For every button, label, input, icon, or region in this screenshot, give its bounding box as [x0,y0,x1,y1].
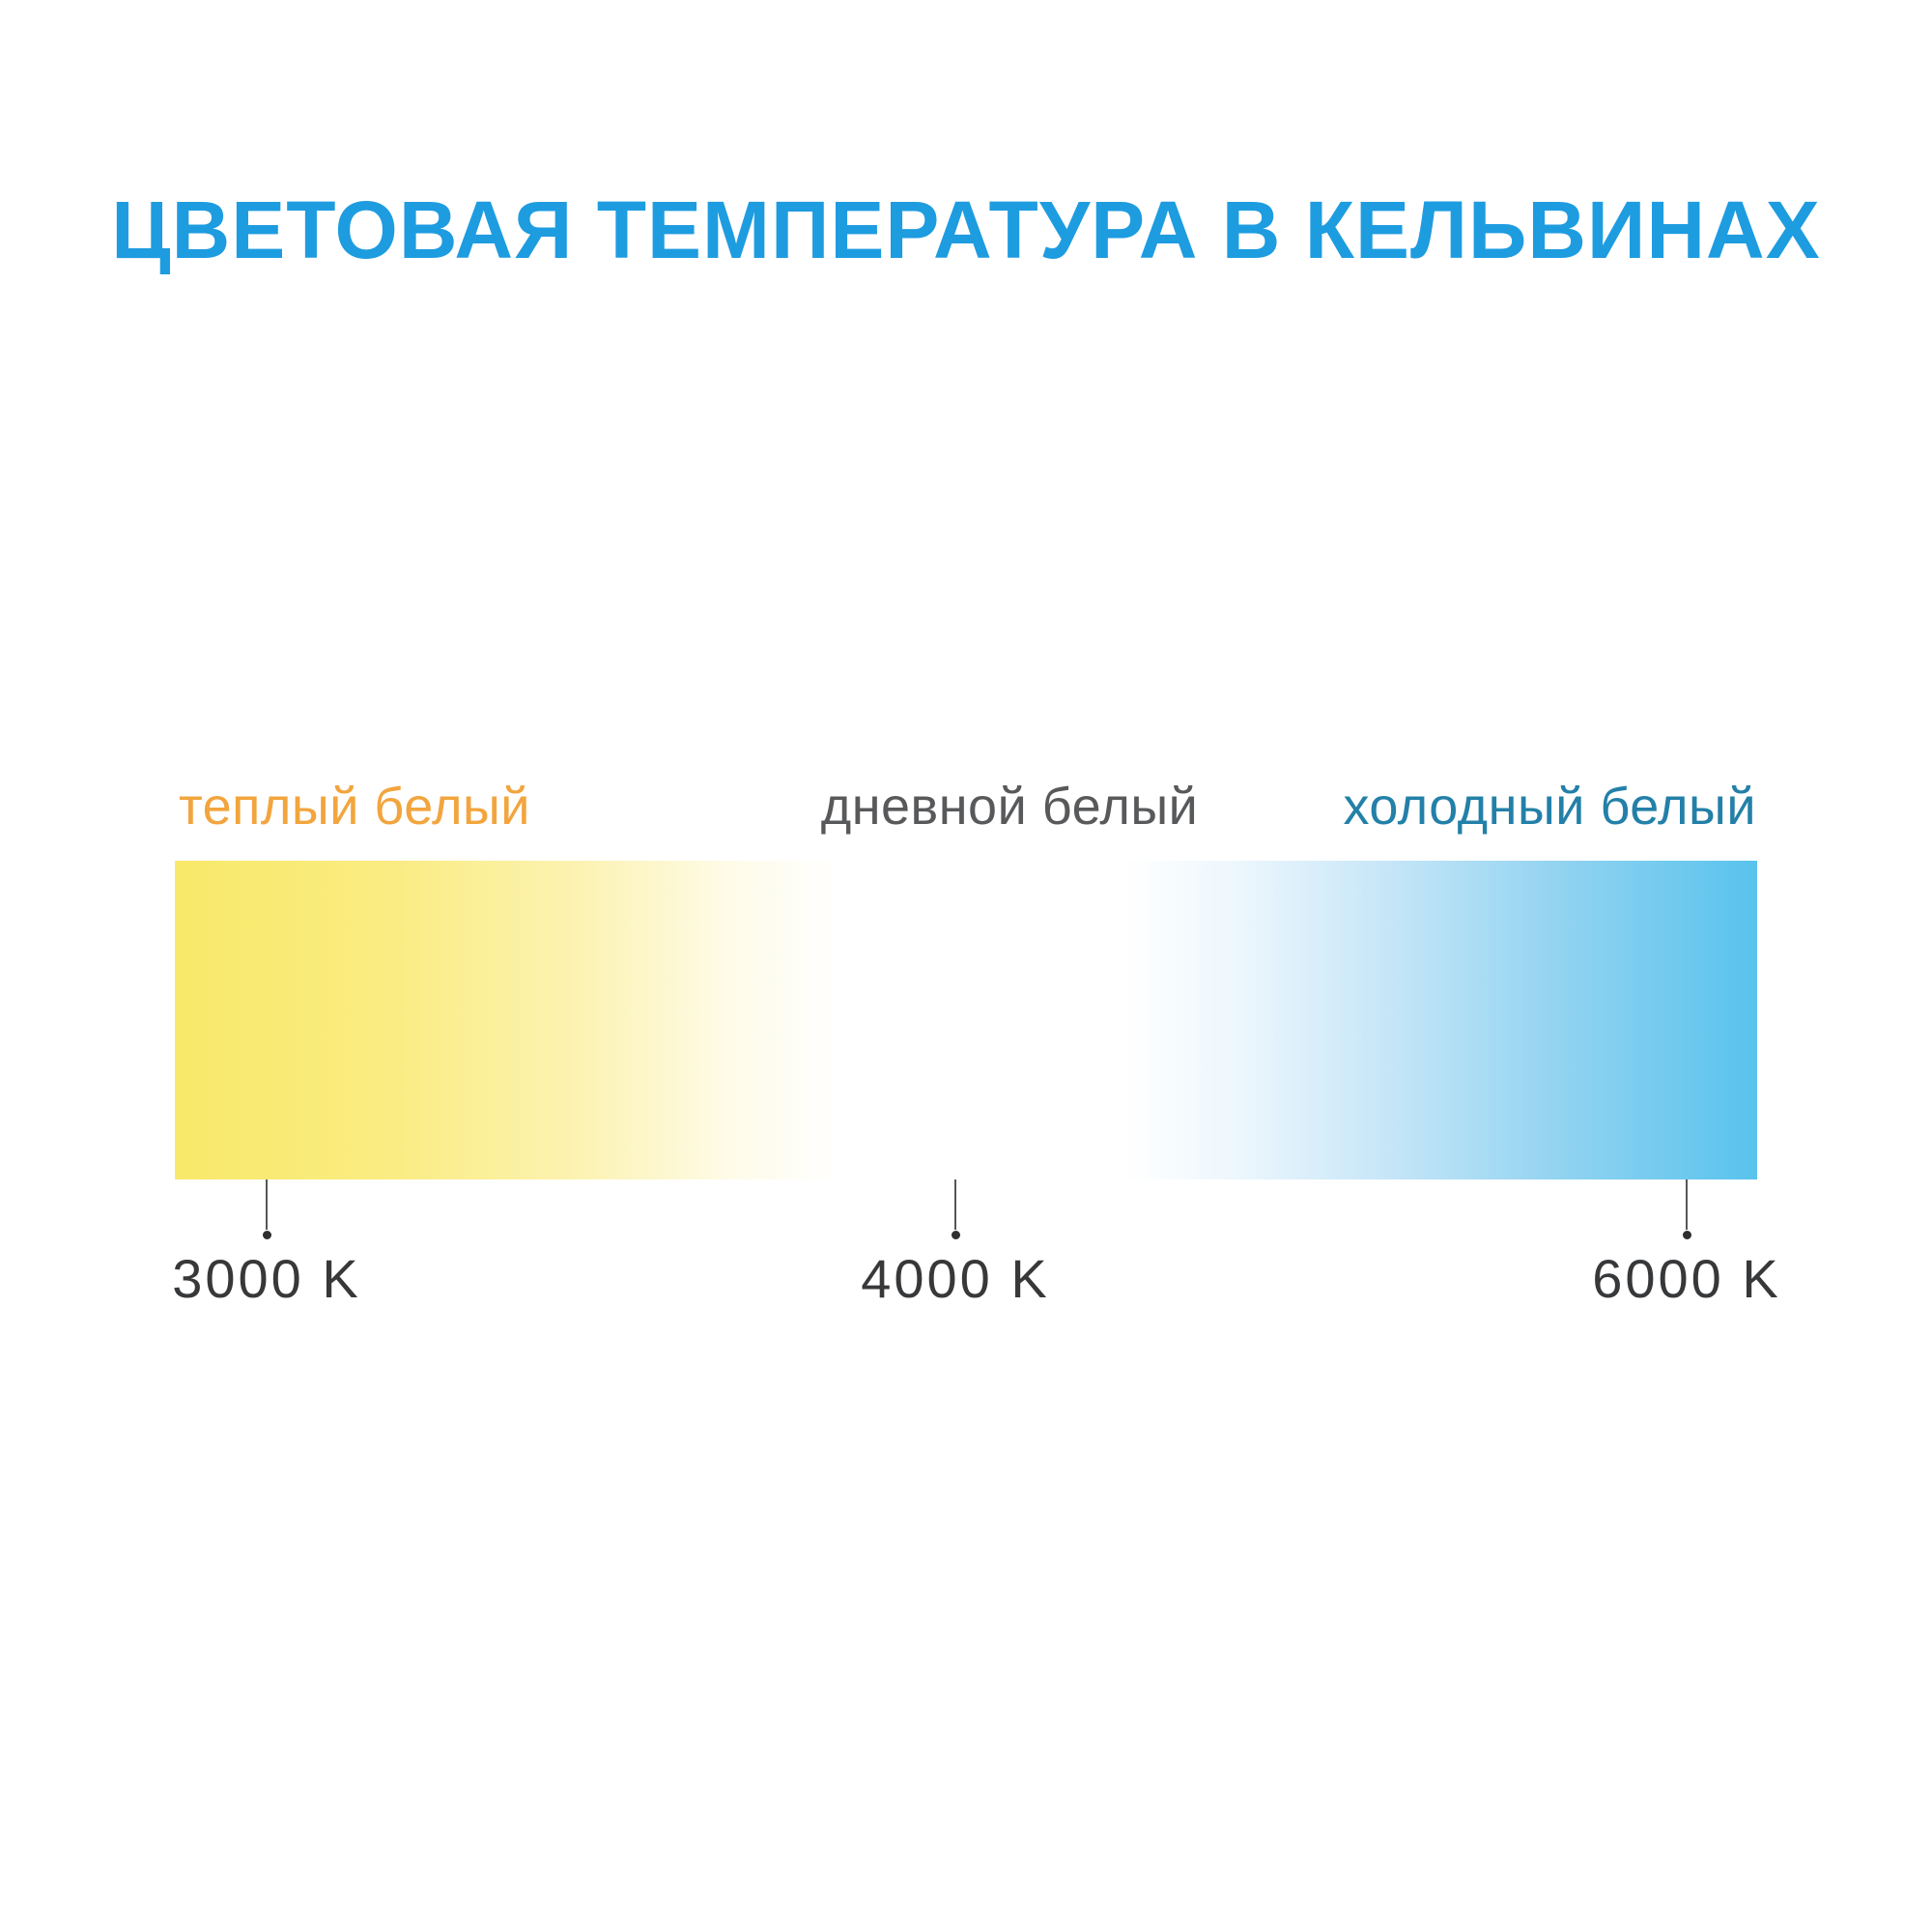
daylight-white-label: дневной белый [820,778,1199,836]
tick-dot-3000k [263,1231,271,1239]
tick-3000k [112,1179,421,1309]
tick-6000k [1532,1179,1841,1309]
tick-4000k [801,1179,1110,1309]
kelvin-value-6000k: 6000 K [1592,1248,1781,1309]
kelvin-value-4000k: 4000 K [861,1248,1050,1309]
page-title: ЦВЕТОВАЯ ТЕМПЕРАТУРА В КЕЛЬВИНАХ [111,185,1821,275]
tick-line-6000k [1686,1179,1688,1230]
tick-dot-4000k [952,1231,960,1239]
tick-dot-6000k [1683,1231,1691,1239]
tick-line-3000k [266,1179,268,1230]
tick-line-4000k [954,1179,956,1230]
warm-white-label: теплый белый [179,778,530,836]
zone-label-row [0,779,1932,837]
color-temperature-gradient-bar [175,861,1757,1179]
kelvin-value-3000k: 3000 K [172,1248,361,1309]
cool-white-label: холодный белый [1343,778,1756,836]
